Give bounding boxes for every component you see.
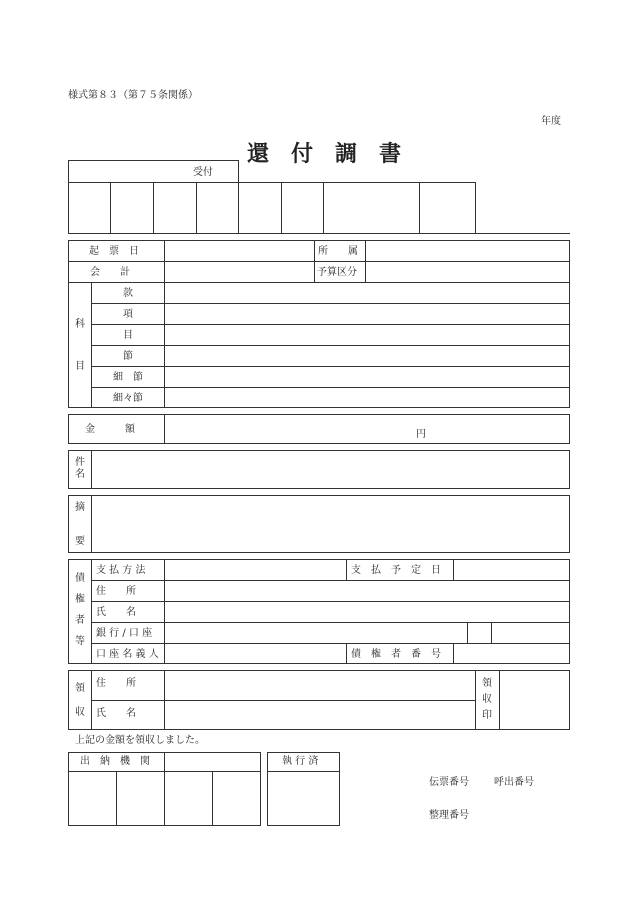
suino-kikan-label: 出 納 機 関	[80, 756, 150, 767]
creditor-number-label: 債 権 者 番 号	[351, 649, 441, 660]
tekiyo-label-2: 要	[75, 536, 85, 547]
bank-account-label: 銀 行 / 口 座	[96, 628, 153, 639]
shozoku-label: 所 属	[318, 246, 358, 257]
receipt-name-label: 氏 名	[96, 708, 136, 719]
receipt-seal-3: 印	[482, 710, 492, 721]
creditor-side-3: 者	[75, 615, 85, 626]
kamoku-label-2: 目	[75, 361, 85, 372]
shikkozumi-label: 執 行 済	[282, 756, 319, 767]
receipt-seal-2: 収	[482, 694, 492, 705]
creditor-side-4: 等	[75, 636, 85, 647]
seiri-bango-label: 整理番号	[429, 810, 469, 821]
amount-unit: 円	[416, 429, 426, 440]
kamoku-moku: 目	[123, 330, 133, 341]
amount-row	[68, 414, 570, 444]
creditor-address-label: 住 所	[96, 586, 136, 597]
tekiyo-label-1: 摘	[75, 502, 85, 513]
yosan-kubun-label: 予算区分	[317, 267, 357, 278]
kamoku-kan: 款	[123, 288, 133, 299]
receipt-side-1: 領	[75, 683, 85, 694]
yobidashi-bango-label: 呼出番号	[494, 777, 534, 788]
kamoku-kou: 項	[123, 309, 133, 320]
tekiyo-row	[68, 495, 570, 553]
kamoku-setsu: 節	[123, 351, 133, 362]
kaikei-label: 会 計	[90, 267, 130, 278]
account-holder-label: 口 座 名 義 人	[96, 649, 159, 660]
receipt-note: 上記の金額を領収しました。	[75, 735, 205, 746]
amount-label: 金 額	[85, 424, 135, 435]
creditor-name-label: 氏 名	[96, 607, 136, 618]
kenmei-row	[68, 450, 570, 489]
kamoku-saisaisetsu: 細々節	[113, 393, 143, 404]
year-label: 年度	[541, 116, 561, 127]
denpyo-bango-label: 伝票番号	[429, 777, 469, 788]
receipt-side-2: 収	[75, 707, 85, 718]
kamoku-label-1: 科	[75, 319, 85, 330]
receipt-address-label: 住 所	[96, 678, 136, 689]
form-number: 様式第８３（第７５条関係）	[68, 90, 198, 101]
document-title: 還 付 調 書	[247, 141, 402, 167]
kenmei-label-2: 名	[75, 469, 85, 480]
kihyo-bi-label: 起 票 日	[89, 246, 139, 257]
payment-method-label: 支 払 方 法	[96, 565, 146, 576]
payment-date-label: 支 払 予 定 日	[351, 565, 441, 576]
kamoku-saisetsu: 細 節	[113, 372, 143, 383]
creditor-side-2: 権	[75, 594, 85, 605]
reception-label: 受付	[193, 167, 213, 178]
receipt-seal-1: 領	[482, 678, 492, 689]
kenmei-label-1: 件	[75, 457, 85, 468]
creditor-side-1: 債	[75, 573, 85, 584]
